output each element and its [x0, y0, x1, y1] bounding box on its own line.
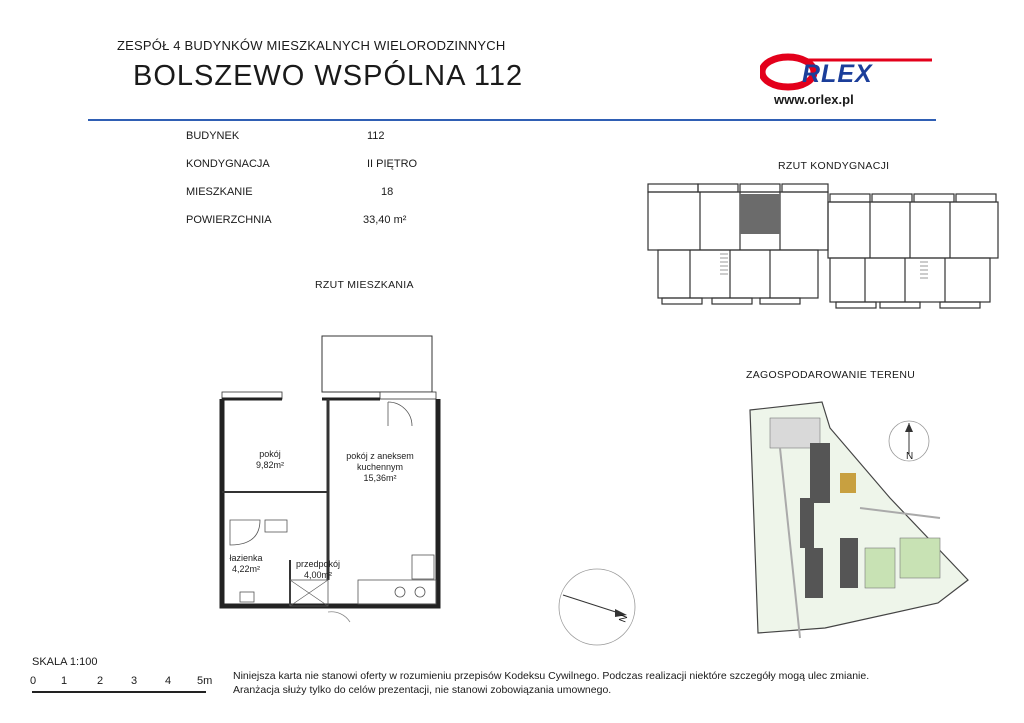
info-value-building: 112 — [367, 130, 385, 142]
header-divider — [88, 119, 936, 121]
room-name2-pokoj-aneks: kuchennym — [356, 462, 404, 472]
scale-tick-5m: 5m — [197, 675, 213, 687]
logo-wordmark: RLEX — [802, 60, 873, 88]
site-north-label: N — [906, 451, 914, 462]
building-a — [810, 443, 830, 503]
kitchen-counter — [358, 580, 436, 604]
floor-plan-drawing — [640, 180, 1000, 325]
selected-apartment-highlight — [740, 194, 780, 234]
compass-apartment — [555, 565, 639, 654]
apartment-plan-title: RZUT MIESZKANIA — [315, 279, 414, 291]
site-plan-drawing — [740, 388, 980, 653]
room-area-pokoj-aneks: 15,36m² — [363, 473, 397, 483]
site-plan-title: ZAGOSPODAROWANIE TERENU — [746, 369, 916, 381]
scale-tick-0: 0 — [30, 675, 37, 687]
room-area-pokoj: 9,82m² — [255, 460, 285, 470]
room-area-lazienka: 4,22m² — [231, 564, 261, 574]
room-name-przedpokoj: przedpokój — [295, 559, 341, 569]
balcony — [322, 336, 432, 392]
info-value-apartment: 18 — [381, 186, 394, 198]
info-value-floor: II PIĘTRO — [367, 158, 418, 170]
room-name-pokoj-aneks: pokój z aneksem — [346, 451, 414, 461]
project-subtitle: ZESPÓŁ 4 BUDYNKÓW MIESZKALNYCH WIELORODZINNYCH — [117, 38, 506, 53]
info-label-building: BUDYNEK — [186, 130, 240, 142]
toilet — [240, 592, 254, 602]
project-title: BOLSZEWO WSPÓLNA 112 — [133, 60, 524, 92]
scale-tick-2: 2 — [97, 675, 104, 687]
scale-tick-4: 4 — [165, 675, 172, 687]
disclaimer-line-1: Niniejsza karta nie stanowi oferty w rozumieniu przepisów Kodeksu Cywilnego. Podczas realizacji niektóre szczegóły mogą ulec zmianie. — [233, 670, 870, 682]
room-name-lazienka: łazienka — [229, 553, 263, 563]
north-label: N — [617, 613, 631, 625]
shower — [230, 520, 260, 545]
room-area-przedpokoj: 4,00m² — [303, 570, 333, 580]
disclaimer-line-2: Aranżacja służy tylko do celów prezentacji, nie stanowi zobowiązania umownego. — [233, 684, 612, 696]
stove — [412, 555, 434, 579]
disclaimer — [233, 669, 953, 697]
scale-bar — [30, 671, 220, 701]
info-value-area: 33,40 m² — [363, 214, 407, 226]
washbasin — [265, 520, 287, 532]
info-label-floor: KONDYGNACJA — [186, 158, 270, 170]
info-label-apartment: MIESZKANIE — [186, 186, 253, 198]
floor-plan-title: RZUT KONDYGNACJI — [778, 160, 890, 172]
scale-tick-1: 1 — [61, 675, 68, 687]
info-label-area: POWIERZCHNIA — [186, 214, 272, 226]
logo-url: www.orlex.pl — [774, 92, 854, 107]
scale-tick-3: 3 — [131, 675, 138, 687]
building-b — [800, 498, 814, 548]
scale-label: SKALA 1:100 — [32, 656, 98, 668]
building-c — [805, 548, 823, 598]
room-name-pokoj: pokój — [259, 449, 281, 459]
playground — [840, 473, 856, 493]
building-d — [840, 538, 858, 588]
compass-ring-icon — [559, 569, 635, 645]
apartment-plan-drawing — [210, 330, 450, 635]
